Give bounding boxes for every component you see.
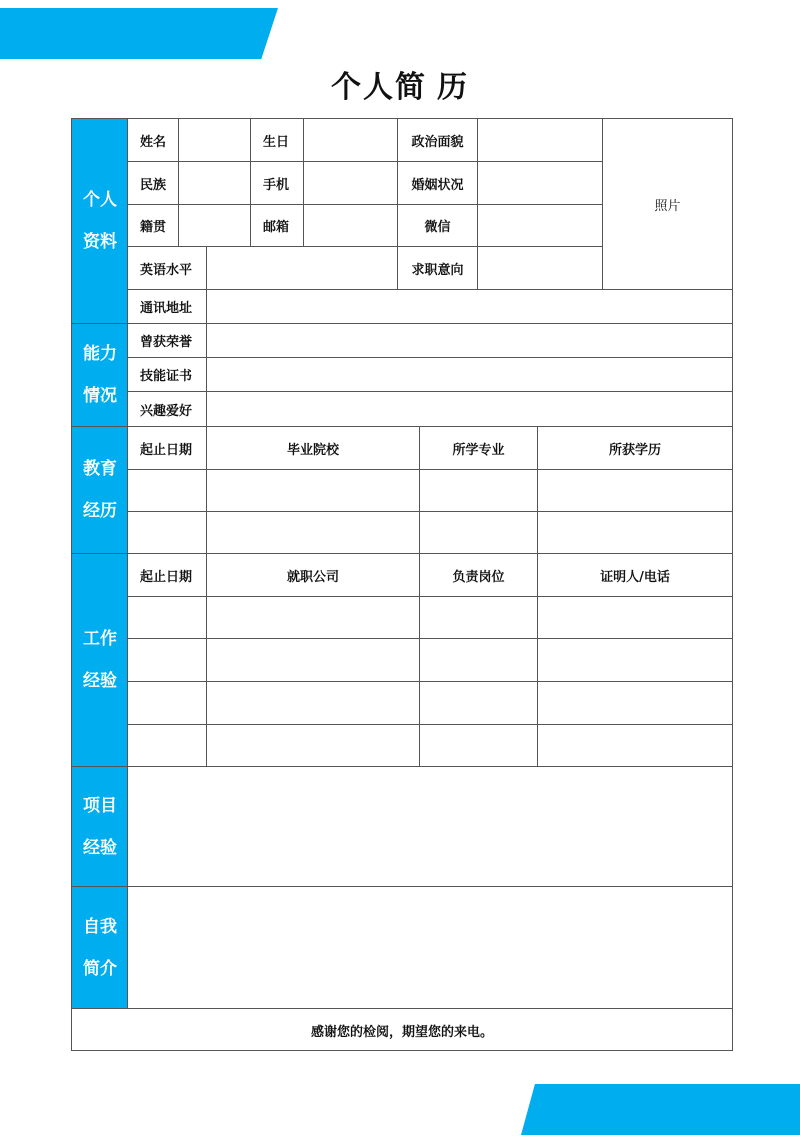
work-header-company: 就职公司 <box>286 569 339 585</box>
label-name: 姓名 <box>140 134 167 150</box>
work-header-reference: 证明人/电话 <box>600 569 670 585</box>
label-native: 籍贯 <box>140 220 167 235</box>
section-personal: 个人资料 <box>72 119 128 323</box>
bottom-banner <box>521 1084 800 1135</box>
work-header-dates: 起止日期 <box>140 569 193 585</box>
section-self: 自我简介 <box>72 887 128 1008</box>
footer-thanks: 感谢您的检阅，期望您的来电。 <box>310 1024 493 1040</box>
label-intention: 求职意向 <box>411 262 464 278</box>
work-header-position: 负责岗位 <box>452 569 505 585</box>
page-title <box>0 66 800 110</box>
top-banner <box>0 8 278 59</box>
title-part-1: 个人简 <box>331 70 427 105</box>
section-project: 项目经验 <box>72 767 128 886</box>
section-work: 工作经验 <box>72 554 128 766</box>
label-ethnicity: 民族 <box>140 177 167 193</box>
label-email: 邮箱 <box>263 220 290 235</box>
label-wechat: 微信 <box>424 220 451 235</box>
resume-table <box>71 118 733 1051</box>
label-political: 政治面貌 <box>411 134 464 150</box>
edu-header-school: 毕业院校 <box>286 442 339 458</box>
label-address: 通讯地址 <box>140 301 193 316</box>
edu-header-major: 所学专业 <box>452 442 505 458</box>
label-birthday: 生日 <box>263 134 290 150</box>
label-hobbies: 兴趣爱好 <box>140 403 193 419</box>
label-english: 英语水平 <box>140 262 193 278</box>
label-marital: 婚姻状况 <box>411 177 464 193</box>
photo-placeholder: 照片 <box>654 198 681 214</box>
label-certs: 技能证书 <box>140 369 193 384</box>
title-part-2: 历 <box>437 70 469 105</box>
section-ability: 能力情况 <box>72 324 128 426</box>
edu-header-dates: 起止日期 <box>140 442 193 458</box>
label-honors: 曾获荣誉 <box>140 335 193 350</box>
section-education: 教育经历 <box>72 427 128 553</box>
label-phone: 手机 <box>263 177 290 193</box>
edu-header-degree: 所获学历 <box>608 442 661 458</box>
